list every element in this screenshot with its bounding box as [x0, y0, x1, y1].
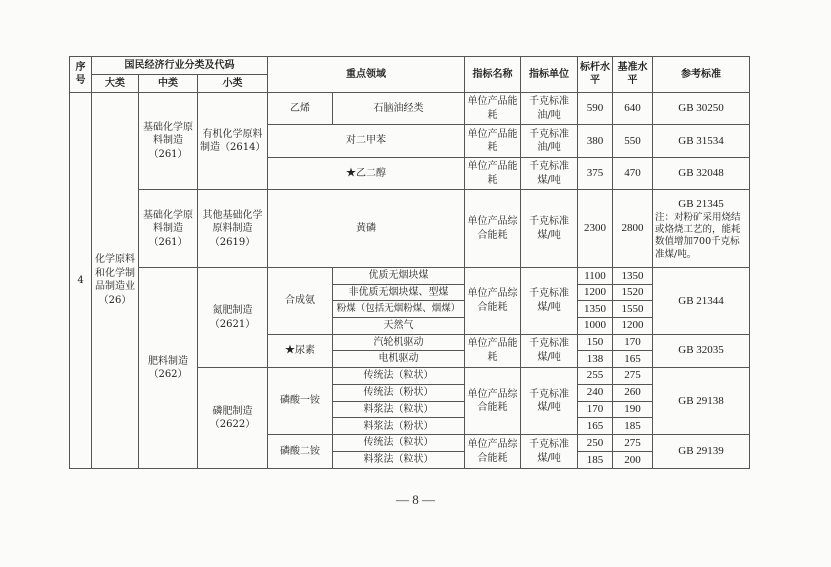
reference-note: 注：对粉矿采用烧结或烙烧工艺的，能耗数值增加700千克标准煤/吨。 — [655, 211, 741, 260]
g3-minor-a: 氮肥制造（2621） — [198, 268, 268, 368]
reference-standard: GB 29138 — [653, 368, 750, 435]
header-reference: 参考标准 — [653, 57, 750, 93]
g3-minor-b: 磷肥制造（2622） — [198, 368, 268, 469]
section-major: 化学原料和化学制品制造业（26） — [92, 92, 139, 468]
header-indicator-name: 指标名称 — [465, 57, 521, 93]
g2-minor: 其他基础化学原料制造（2619） — [198, 190, 268, 268]
baseline-value: 2800 — [613, 190, 653, 268]
baseline-value: 185 — [613, 418, 653, 435]
benchmark-value: 240 — [578, 384, 613, 401]
baseline-value: 275 — [613, 368, 653, 385]
benchmark-value: 380 — [578, 125, 613, 158]
baseline-value: 200 — [613, 452, 653, 469]
field-ethylene-sub: 石脑油经类 — [333, 92, 465, 125]
header-classification: 国民经济行业分类及代码 — [92, 57, 268, 75]
reference-standard: GB 32048 — [653, 157, 750, 190]
baseline-value: 550 — [613, 125, 653, 158]
process-label: 料浆法（粒状） — [333, 452, 465, 469]
field-ethylene: 乙烯 — [268, 92, 333, 125]
benchmark-value: 255 — [578, 368, 613, 385]
page-number: — 8 — — [396, 492, 435, 507]
indicator-unit: 千克标准煤/吨 — [521, 334, 578, 367]
reference-standard: GB 30250 — [653, 92, 750, 125]
benchmark-value: 138 — [578, 351, 613, 368]
header-medium: 中类 — [139, 74, 198, 92]
benchmark-value: 1000 — [578, 318, 613, 335]
indicator-unit: 千克标准煤/吨 — [521, 157, 578, 190]
process-label: 传统法（粒状） — [333, 435, 465, 452]
indicator-name: 单位产品综合能耗 — [465, 435, 521, 469]
baseline-value: 165 — [613, 351, 653, 368]
process-label: 天然气 — [333, 318, 465, 335]
field-phosphorus: 黄磷 — [268, 190, 465, 268]
g3-medium: 肥料制造（262） — [139, 268, 198, 469]
process-label: 传统法（粒状） — [333, 368, 465, 385]
header-major: 大类 — [92, 74, 139, 92]
energy-benchmark-table — [69, 56, 750, 469]
header-benchmark: 标杆水平 — [578, 57, 613, 93]
indicator-name: 单位产品综合能耗 — [465, 368, 521, 435]
indicator-name: 单位产品综合能耗 — [465, 268, 521, 335]
indicator-name: 单位产品能耗 — [465, 92, 521, 125]
process-label: 粉煤（包括无烟粉煤、烟煤） — [333, 301, 465, 318]
field-ammonia: 合成氨 — [268, 268, 333, 335]
field-map: 磷酸一铵 — [268, 368, 333, 435]
process-label: 料浆法（粒状） — [333, 401, 465, 418]
benchmark-value: 170 — [578, 401, 613, 418]
process-label: 优质无烟块煤 — [333, 268, 465, 285]
header-seq: 序号 — [70, 57, 92, 93]
indicator-name: 单位产品能耗 — [465, 157, 521, 190]
process-label: 传统法（粉状） — [333, 384, 465, 401]
table-header-row — [70, 57, 750, 75]
indicator-unit: 千克标准煤/吨 — [521, 368, 578, 435]
table-row — [70, 190, 750, 268]
indicator-name: 单位产品综合能耗 — [465, 190, 521, 268]
header-indicator-unit: 指标单位 — [521, 57, 578, 93]
indicator-name: 单位产品能耗 — [465, 334, 521, 367]
benchmark-value: 165 — [578, 418, 613, 435]
baseline-value: 470 — [613, 157, 653, 190]
section-seq: 4 — [70, 92, 92, 468]
header-field: 重点领域 — [268, 57, 465, 93]
header-minor: 小类 — [198, 74, 268, 92]
benchmark-value: 590 — [578, 92, 613, 125]
baseline-value: 1550 — [613, 301, 653, 318]
benchmark-value: 375 — [578, 157, 613, 190]
baseline-value: 170 — [613, 334, 653, 351]
baseline-value: 640 — [613, 92, 653, 125]
baseline-value: 1350 — [613, 268, 653, 285]
table-row — [70, 92, 750, 125]
baseline-value: 1520 — [613, 284, 653, 301]
process-label: 电机驱动 — [333, 351, 465, 368]
field-px: 对二甲苯 — [268, 125, 465, 158]
reference-standard: GB 31534 — [653, 125, 750, 158]
indicator-unit: 千克标准油/吨 — [521, 92, 578, 125]
field-urea: ★尿素 — [268, 334, 333, 367]
process-label: 汽轮机驱动 — [333, 334, 465, 351]
benchmark-value: 2300 — [578, 190, 613, 268]
benchmark-value: 150 — [578, 334, 613, 351]
header-baseline: 基准水平 — [613, 57, 653, 93]
reference-standard: GB 32035 — [653, 334, 750, 367]
reference-standard: GB 29139 — [653, 435, 750, 469]
reference-cell — [653, 190, 750, 268]
indicator-unit: 千克标准油/吨 — [521, 125, 578, 158]
indicator-unit: 千克标准煤/吨 — [521, 190, 578, 268]
benchmark-value: 1100 — [578, 268, 613, 285]
field-eg: ★乙二醇 — [268, 157, 465, 190]
indicator-name: 单位产品能耗 — [465, 125, 521, 158]
benchmark-value: 185 — [578, 452, 613, 469]
benchmark-value: 250 — [578, 435, 613, 452]
process-label: 非优质无烟块煤、型煤 — [333, 284, 465, 301]
g1-medium: 基础化学原料制造（261） — [139, 92, 198, 190]
benchmark-value: 1350 — [578, 301, 613, 318]
baseline-value: 1200 — [613, 318, 653, 335]
reference-standard: GB 21345 — [678, 197, 724, 210]
benchmark-value: 1200 — [578, 284, 613, 301]
g1-minor: 有机化学原料制造（2614） — [198, 92, 268, 190]
field-dap: 磷酸二铵 — [268, 435, 333, 469]
indicator-unit: 千克标准煤/吨 — [521, 435, 578, 469]
g2-medium: 基础化学原料制造（261） — [139, 190, 198, 268]
baseline-value: 275 — [613, 435, 653, 452]
indicator-unit: 千克标准煤/吨 — [521, 268, 578, 335]
reference-standard: GB 21344 — [653, 268, 750, 335]
baseline-value: 260 — [613, 384, 653, 401]
baseline-value: 190 — [613, 401, 653, 418]
process-label: 料浆法（粉状） — [333, 418, 465, 435]
table-row — [70, 268, 750, 285]
